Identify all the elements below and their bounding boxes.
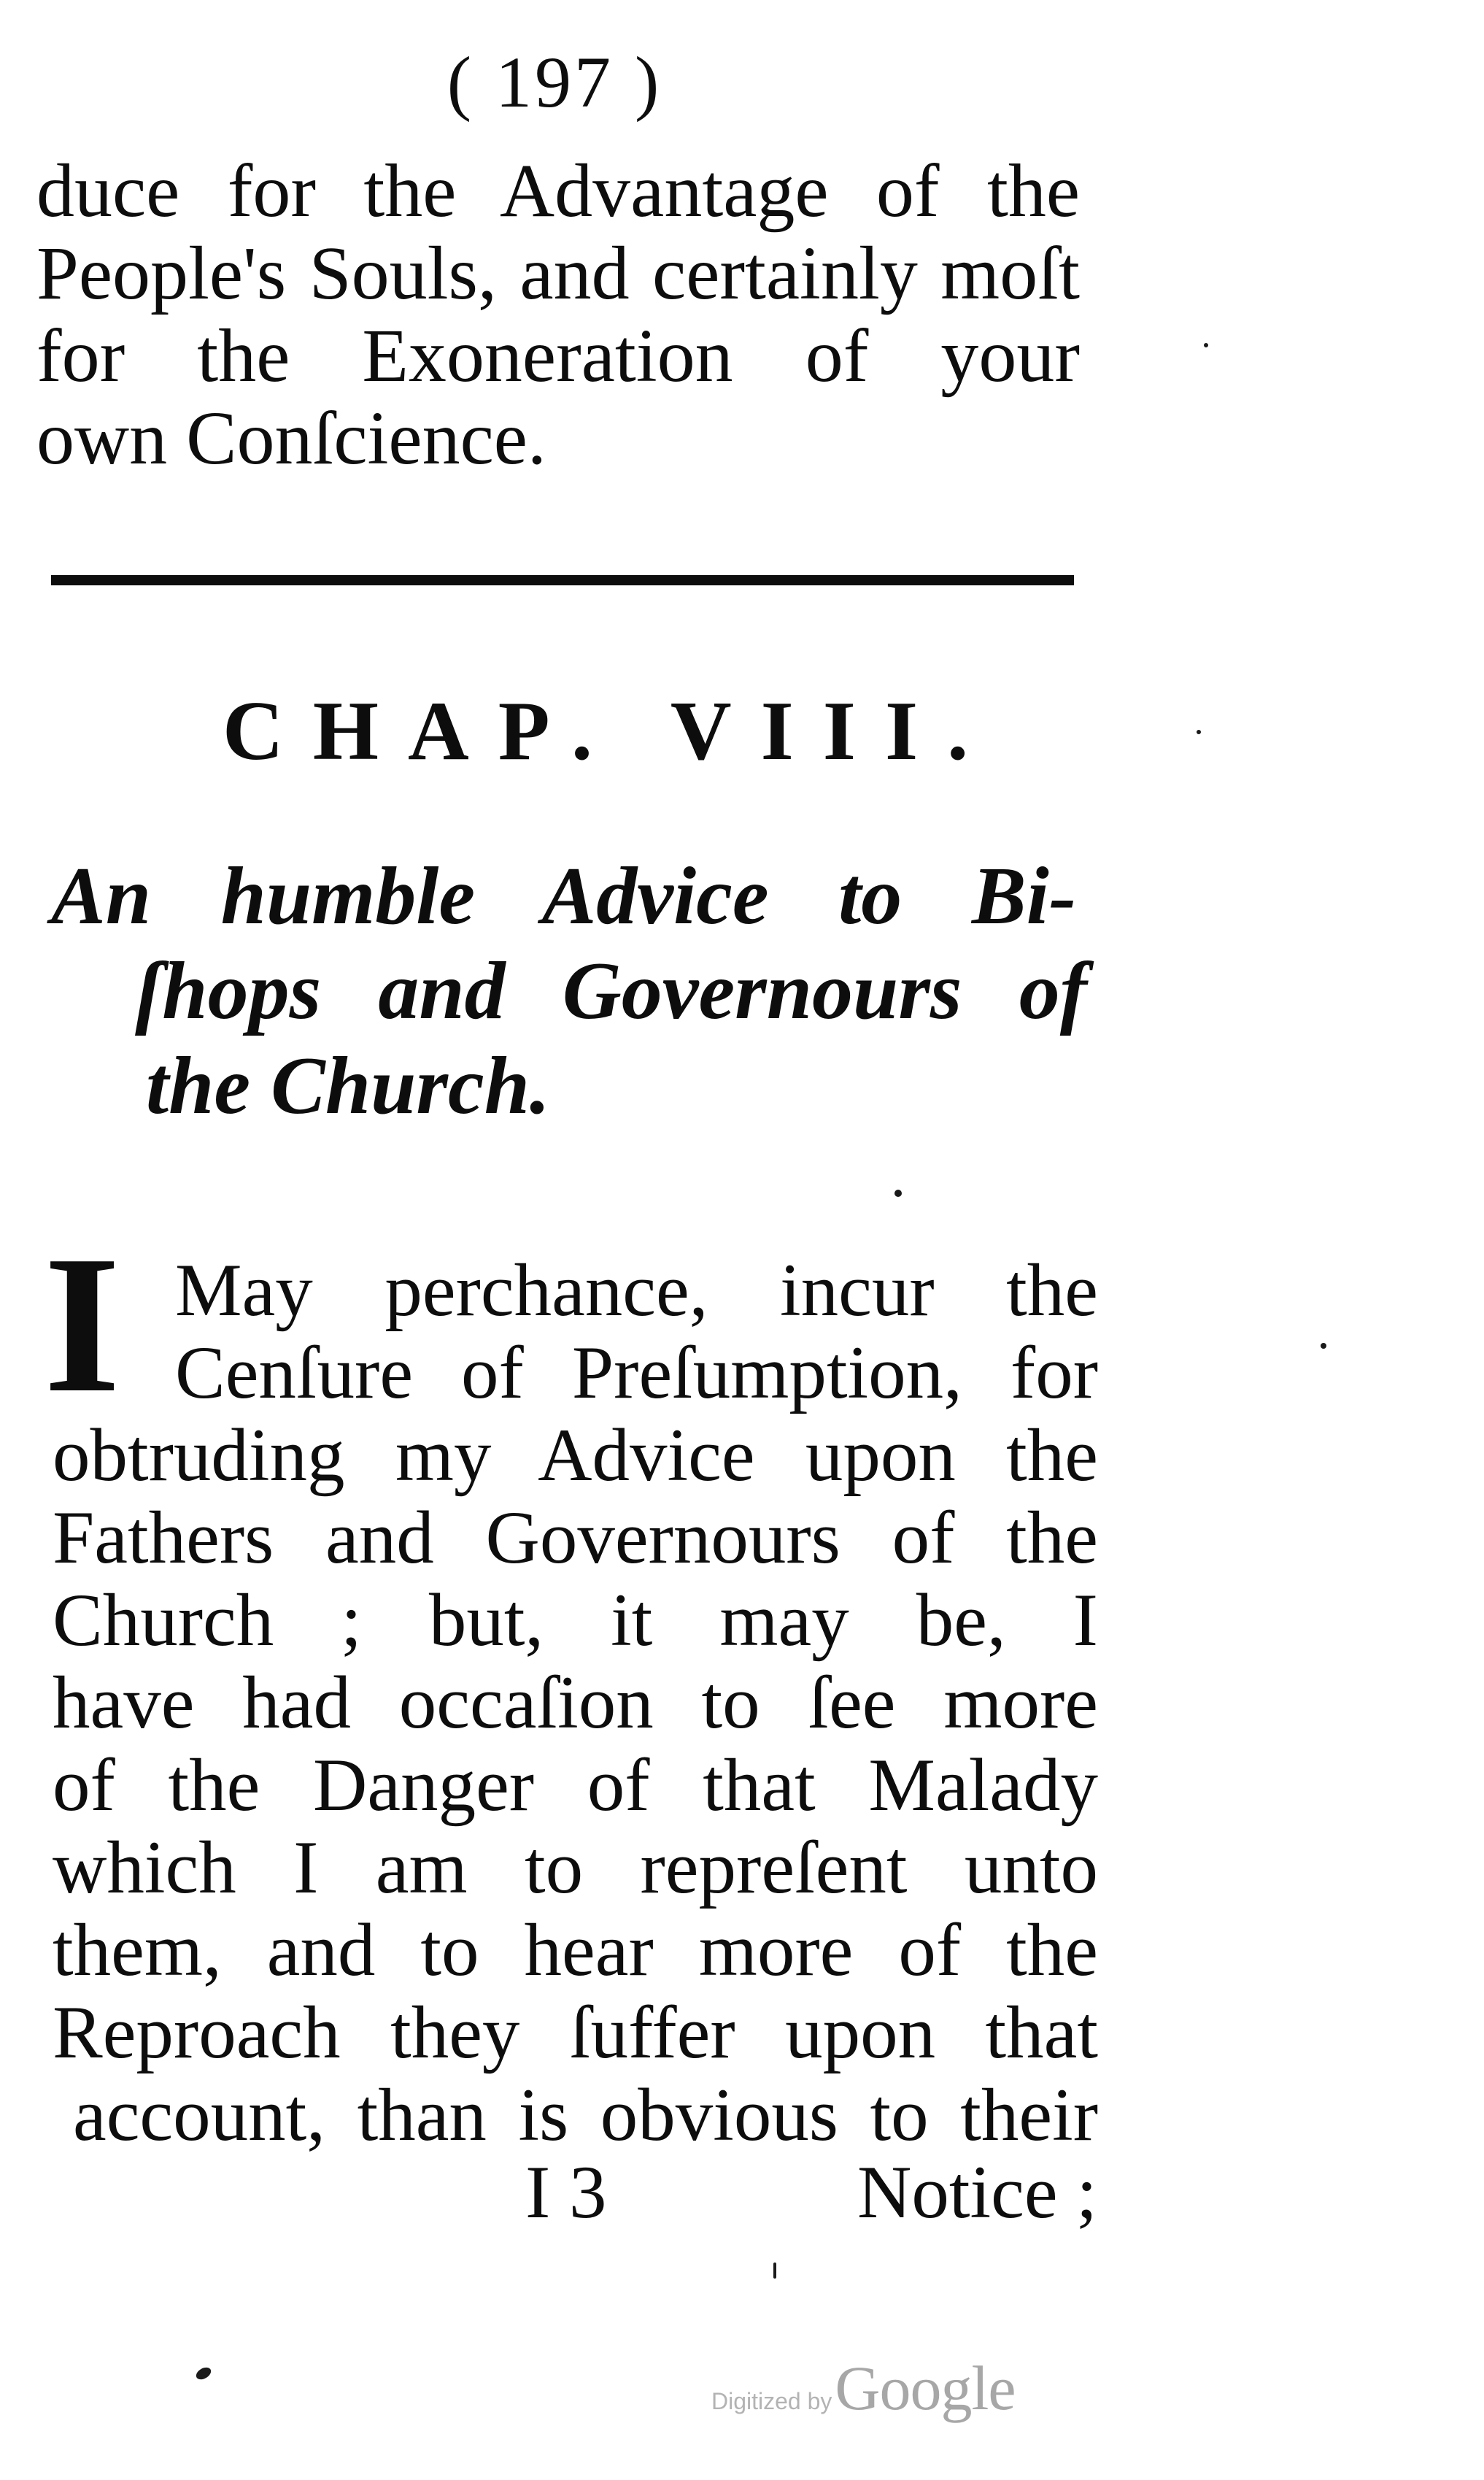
carry-over-line-4: own Conſcience. xyxy=(36,396,546,480)
drop-cap-initial: I xyxy=(44,1215,121,1433)
chapter-subtitle-line-1: An humble Advice to Bi- xyxy=(51,851,1076,941)
page-number-header: ( 197 ) xyxy=(447,42,662,123)
digitized-watermark xyxy=(711,2352,1016,2425)
ink-speck xyxy=(1204,343,1208,347)
watermark-prefix: Digitized by xyxy=(711,2388,832,2414)
signature-mark: I 3 xyxy=(525,2151,607,2234)
body-line-1: May perchance, incur the xyxy=(175,1249,1098,1332)
body-line-4: Fathers and Governours of the xyxy=(53,1496,1098,1579)
chapter-subtitle-line-2: ſhops and Governours of xyxy=(135,946,1087,1036)
chapter-heading: CHAP. VIII. xyxy=(223,685,998,778)
ink-speck xyxy=(1321,1343,1326,1349)
ink-speck xyxy=(894,1190,902,1197)
body-line-8: which I am to repreſent unto xyxy=(53,1826,1098,1909)
catchword: Notice ; xyxy=(857,2151,1097,2234)
watermark-brand: Google xyxy=(835,2353,1016,2423)
body-line-2: Cenſure of Preſumption, for xyxy=(175,1331,1098,1414)
body-line-11: account, than is obvious to their xyxy=(73,2073,1098,2157)
ink-speck xyxy=(1197,730,1201,734)
carry-over-line-3: for the Exoneration of your xyxy=(36,314,1080,398)
carry-over-line-1: duce for the Advantage of the xyxy=(36,149,1080,233)
carry-over-line-2: People's Souls, and certainly moſt xyxy=(36,231,1080,315)
chapter-subtitle-line-3: the Church. xyxy=(146,1041,550,1131)
section-divider-rule xyxy=(51,575,1074,585)
body-line-10: Reproach they ſuffer upon that xyxy=(53,1991,1098,2074)
body-line-3: obtruding my Advice upon the xyxy=(53,1414,1098,1497)
body-line-5: Church ; but, it may be, I xyxy=(53,1579,1098,1662)
body-line-7: of the Danger of that Malady xyxy=(53,1744,1098,1827)
body-line-6: have had occaſion to ſee more xyxy=(53,1661,1098,1744)
ink-speck xyxy=(194,2365,213,2381)
ink-speck xyxy=(773,2263,776,2279)
body-line-9: them, and to hear more of the xyxy=(53,1909,1098,1992)
